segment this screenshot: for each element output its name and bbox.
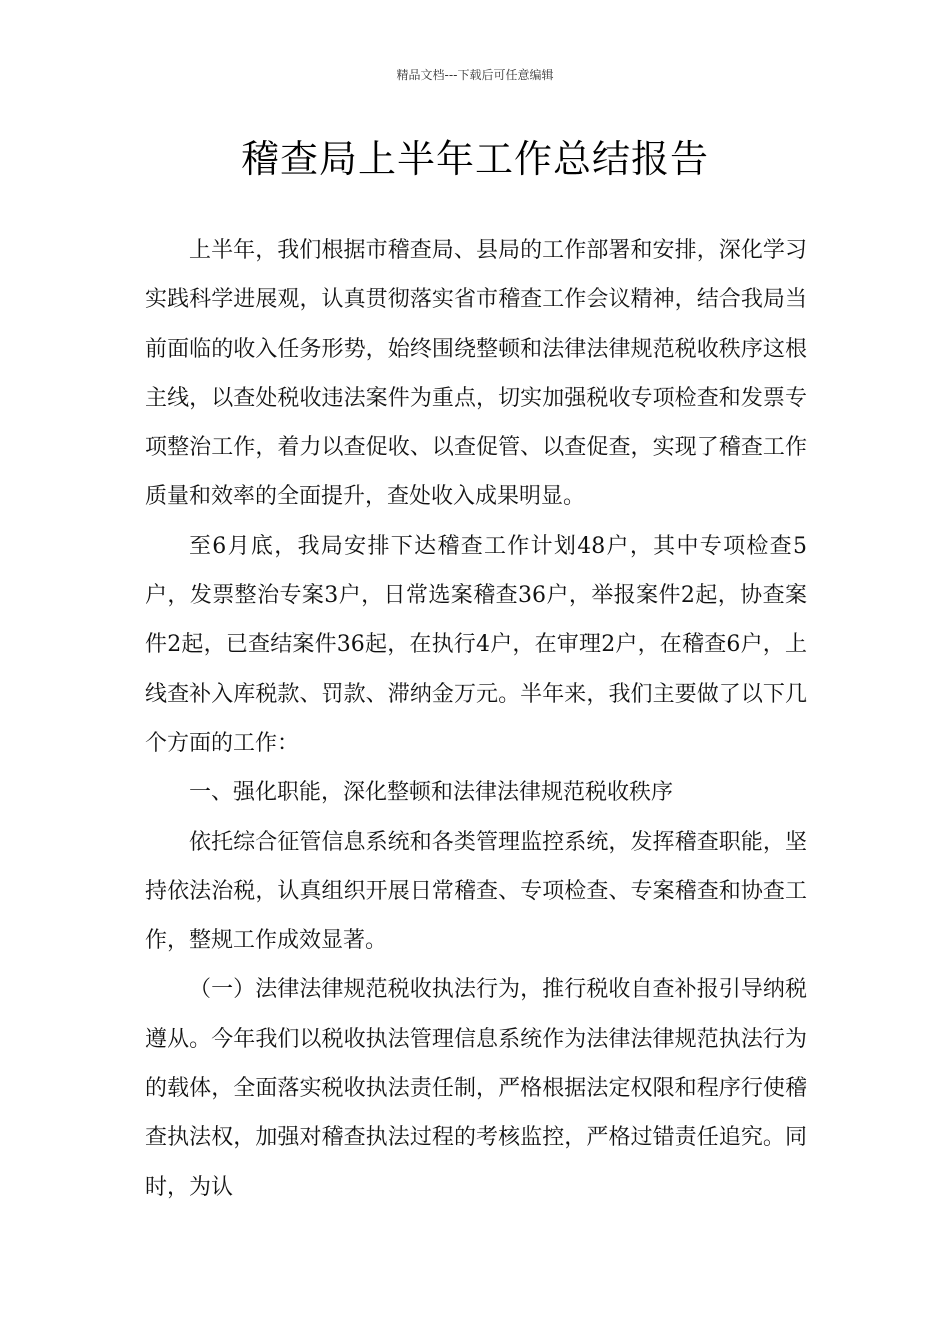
paragraph-statistics: 至6月底，我局安排下达稽查工作计划48户，其中专项检查5户，发票整治专案3户，日常选案稽查36户，举报案件2起，协查案件2起，已查结案件36起，在执行4户，在审理2户，在稽查6户，上线查补入库税款、罚款、滞纳金万元。半年来，我们主要做了以下几个方面的工作：	[145, 533, 808, 756]
paragraph-subsection-1: （一）法律法律规范税收执法行为，推行税收自查补报引导纳税遵从。今年我们以税收执法管理信息系统作为法律法律规范执法行为的载体，全面落实税收执法责任制，严格根据法定权限和程序行使稽查执法权，加强对稽查执法过程的考核监控，严格过错责任追究。同时，为认	[145, 977, 807, 1200]
paragraph-section-1: 依托综合征管信息系统和各类管理监控系统，发挥稽查职能，坚持依法治税，认真组织开展日常稽查、专项检查、专案稽查和协查工作，整规工作成效显著。	[145, 829, 807, 954]
document-title: 稽查局上半年工作总结报告	[240, 137, 709, 181]
paragraph-intro: 上半年，我们根据市稽查局、县局的工作部署和安排，深化学习实践科学进展观，认真贯彻落实省市稽查工作会议精神，结合我局当前面临的收入任务形势，始终围绕整顿和法律法律规范税收秩序这根主线，以查处税收违法案件为重点，切实加强税收专项检查和发票专项整治工作，着力以查促收、以查促管、以查促查，实现了稽查工作质量和效率的全面提升，查处收入成果明显。	[145, 238, 807, 510]
document-body	[145, 226, 807, 1212]
header-note: 精品文档---下载后可任意编辑	[396, 68, 554, 82]
section-heading-1: 一、强化职能，深化整顿和法律法律规范税收秩序	[189, 780, 674, 806]
